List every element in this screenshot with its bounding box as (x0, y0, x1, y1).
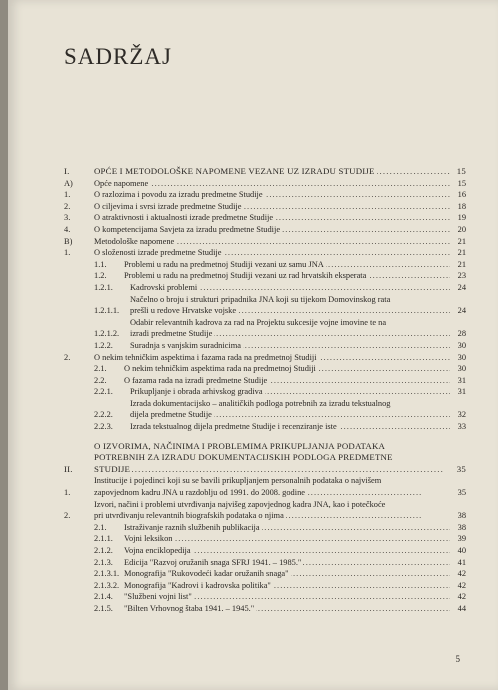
toc-entry[interactable] (64, 398, 466, 421)
toc-entry-number: 2.1.3. (94, 557, 113, 567)
toc-entry-title (94, 499, 450, 522)
toc-entry-title (94, 178, 450, 190)
toc-entry[interactable] (64, 340, 466, 352)
toc-entry[interactable] (64, 201, 466, 213)
toc-entry-title-line: izradi predmetne Studije (130, 329, 213, 339)
toc-entry-number: 1. (64, 488, 71, 498)
toc-entry-text: Izrada tekstualnog dijela predmetne Studije i recenziranje iste (130, 422, 337, 432)
toc-entry-title-line: dijela predmetne Studije (130, 410, 212, 420)
toc-entry-number: 2.1.3.2. (94, 580, 120, 590)
toc-entry-number: 2.2.3. (94, 422, 113, 432)
toc-entry-title (94, 441, 450, 476)
toc-entry[interactable] (64, 580, 466, 592)
toc-entry-number: A) (64, 178, 73, 188)
toc-entry-number: 2.1.1. (94, 534, 113, 544)
toc-entry[interactable] (64, 522, 466, 534)
toc-entry-title (124, 363, 450, 375)
toc-entry-page: 21 (450, 259, 466, 271)
toc-entry-title (130, 294, 450, 317)
toc-entry-page: 38 (450, 522, 466, 534)
toc-entry-page: 42 (450, 580, 466, 592)
toc-entry-text: Prikupljanje i obrada arhivskog gradiva (130, 387, 263, 397)
toc-entry-number: 2.1.3.1. (94, 569, 120, 579)
toc-entry[interactable] (64, 603, 466, 615)
toc-entry-text: Problemi u radu na predmetnoj Studiji vezani uz samu JNA (124, 259, 324, 269)
toc-entry[interactable] (64, 178, 466, 190)
page-title: SADRŽAJ (64, 44, 172, 69)
toc-entry-page: 30 (450, 352, 466, 364)
toc-entry-page: 33 (450, 421, 466, 433)
toc-entry-number: 2.1. (94, 522, 107, 532)
toc-entry-title (124, 545, 450, 557)
toc-entry-title-line: Institucije i pojedinci koji su se bavili prikupljanjem personalnih podataka o najvišem (94, 475, 450, 487)
toc-entry[interactable] (64, 282, 466, 294)
toc-entry-page: 23 (450, 270, 466, 282)
toc-entry-title (130, 421, 450, 433)
toc-entry-title (94, 352, 450, 364)
toc-entry-title (124, 533, 450, 545)
toc-entry-title (124, 580, 450, 592)
toc-entry-title (94, 166, 450, 178)
toc-entry[interactable] (64, 352, 466, 364)
toc-entry-text: Vojni leksikon (124, 534, 173, 544)
toc-entry-number: I. (64, 166, 70, 176)
toc-entry-page: 24 (450, 282, 466, 294)
toc-entry-title (124, 259, 450, 271)
toc-entry[interactable] (64, 294, 466, 317)
toc-entry-number: 1. (64, 190, 71, 200)
toc-entry-title-line: prešli u redove Hrvatske vojske (130, 306, 237, 316)
toc-entry[interactable] (64, 247, 466, 259)
toc-entry-title (124, 591, 450, 603)
toc-entry-title (94, 475, 450, 498)
toc-entry-page: 19 (450, 212, 466, 224)
toc-entry-page: 15 (450, 166, 466, 178)
toc-entry-page: 42 (450, 568, 466, 580)
toc-entry-title (124, 557, 450, 569)
toc-entry-number: 1.2. (94, 271, 107, 281)
toc-entry-title (124, 270, 450, 282)
toc-entry-text: Metodološke napomene (94, 236, 175, 246)
toc-entry-number: 2.1.5. (94, 603, 113, 613)
toc-entry[interactable] (64, 375, 466, 387)
toc-entry-page: 42 (450, 591, 466, 603)
toc-entry[interactable] (64, 166, 466, 178)
toc-entry-title (94, 224, 450, 236)
toc-entry-text: Monografija "Kadrovi i kadrovska politika" (124, 580, 271, 590)
toc-entry-page: 20 (450, 224, 466, 236)
toc-entry-title-line: POTREBNIH ZA IZRADU DOKUMENTACIJSKIH PODLOGA PREDMETNE (94, 452, 450, 464)
toc-entry-text: Vojna enciklopedija (124, 546, 191, 555)
toc-entry-page: 31 (450, 375, 466, 387)
toc-entry-number: 1.1. (94, 259, 107, 269)
toc-entry-text: O složenosti izrade predmetne Studije (94, 248, 222, 258)
toc-entry-text: OPĆE I METODOLOŠKE NAPOMENE VEZANE UZ IZRADU STUDIJE (94, 166, 375, 176)
toc-entry-title-line: O IZVORIMA, NAČINIMA I PROBLEMIMA PRIKUPLJANJA PODATAKA (94, 441, 450, 453)
toc-entry-page: 30 (450, 363, 466, 375)
toc-entry-text: O nekim tehničkim aspektima rada na predmetnoj Studiji (124, 364, 316, 374)
toc-entry-number: 1.2.1. (94, 282, 113, 292)
toc-entry-text: O kompetencijama Savjeta za izradu predmetne Studije (94, 224, 281, 234)
toc-entry[interactable] (64, 568, 466, 580)
toc-entry-number: 3. (64, 213, 71, 223)
toc-entry-page: 35 (450, 487, 466, 499)
toc-entry-page: 21 (450, 236, 466, 248)
toc-entry-title (124, 568, 450, 580)
toc-entry-text: Istraživanje raznih službenih publikacija (124, 522, 260, 532)
toc-entry-page: 44 (450, 603, 466, 615)
toc-entry-text: Problemi u radu na predmetnoj Studiji vezani uz rad hrvatskih eksperata (124, 271, 367, 281)
toc-entry-number: 2.2.2. (94, 410, 113, 420)
toc-entry-number: 2.2.1. (94, 387, 113, 397)
toc-entry-number: 1.2.1.2. (94, 329, 120, 339)
toc-entry-number: 1. (64, 248, 71, 258)
toc-entry-title (94, 212, 450, 224)
toc-entry-number: 2.1.4. (94, 592, 113, 602)
toc-entry[interactable] (64, 386, 466, 398)
toc-entry-title-line: pri utvrđivanju relevantnih biografskih podataka o njima (94, 511, 284, 521)
toc-entry[interactable] (64, 189, 466, 201)
toc-entry-text: "Bilten Vrhovnog štaba 1941. – 1945." (124, 603, 255, 613)
toc-entry-number: 2. (64, 352, 71, 362)
toc-entry-text: Monografija "Rukovodeći kadar oružanih snaga" (124, 569, 289, 579)
toc-entry-page: 32 (450, 409, 466, 421)
toc-entry-page: 18 (450, 201, 466, 213)
toc-entry-title (124, 603, 450, 615)
toc-entry-title (124, 375, 450, 387)
toc-entry-text: O razlozima i povodu za izradu predmetne Studije (94, 190, 263, 200)
toc-entry-title (94, 189, 450, 201)
toc-entry-page: 21 (450, 247, 466, 259)
section-gap (64, 433, 466, 441)
toc-entry[interactable] (64, 557, 466, 569)
toc-entry[interactable] (64, 533, 466, 545)
toc-entry[interactable] (64, 499, 466, 522)
toc-entry[interactable] (64, 259, 466, 271)
table-of-contents (64, 166, 466, 615)
toc-entry-page: 28 (450, 328, 466, 340)
toc-entry-number: 2. (64, 201, 71, 211)
toc-entry[interactable] (64, 236, 466, 248)
toc-entry-title (130, 386, 450, 398)
toc-entry-number: 2.1. (94, 364, 107, 374)
toc-entry-text: Suradnja s vanjskim suradnicima (130, 340, 241, 350)
toc-entry-title (130, 282, 450, 294)
toc-entry[interactable] (64, 475, 466, 498)
page-number: 5 (455, 654, 460, 664)
toc-entry-title-line: STUDIJE (94, 463, 131, 474)
toc-entry-number: 1.2.2. (94, 340, 113, 350)
toc-entry-number: 2. (64, 511, 71, 521)
toc-entry[interactable] (64, 270, 466, 282)
toc-entry-title-line: Izrada dokumentacijsko – analitičkih podloga potrebnih za izradu tekstualnog (130, 398, 450, 410)
toc-entry-text: Kadrovski problemi (130, 282, 198, 292)
toc-entry-text: Edicija "Razvoj oružanih snaga SFRJ 1941. – 1985." (124, 557, 302, 567)
toc-entry-title (94, 247, 450, 259)
toc-entry-number: II. (64, 463, 73, 474)
toc-entry-text: O nekim tehničkim aspektima i fazama rada na predmetnoj Studiji (94, 352, 317, 362)
toc-entry-title-line: zapovjednom kadru JNA u razdoblju od 1991. do 2008. godine (94, 488, 305, 498)
toc-entry-page: 40 (450, 545, 466, 557)
toc-entry-page: 39 (450, 533, 466, 545)
toc-entry[interactable] (64, 317, 466, 340)
toc-entry[interactable] (64, 212, 466, 224)
toc-entry-page: 24 (450, 305, 466, 317)
toc-entry-title-line: Izvori, načini i problemi utvrđivanja najvišeg zapovjednog kadra JNA, kao i potečkoće (94, 499, 450, 511)
toc-entry-title (130, 398, 450, 421)
book-page (8, 0, 498, 690)
toc-entry-page: 15 (450, 178, 466, 190)
toc-entry[interactable] (64, 363, 466, 375)
toc-entry-number: 2.1.2. (94, 546, 113, 555)
toc-entry-page: 30 (450, 340, 466, 352)
toc-entry[interactable] (64, 224, 466, 236)
toc-entry[interactable] (64, 591, 466, 603)
toc-entry-title-line: Odabir relevantnih kadrova za rad na Projektu sukcesije vojne imovine te na (130, 317, 450, 329)
toc-entry-text: "Službeni vojni list" (124, 592, 192, 602)
toc-entry[interactable] (64, 545, 466, 557)
toc-entry-text: O atraktivnosti i aktualnosti izrade predmetne Studije (94, 213, 274, 223)
toc-entry-page: 16 (450, 189, 466, 201)
toc-entry-title (130, 340, 450, 352)
toc-entry-number: 4. (64, 224, 71, 234)
toc-entry-title (130, 317, 450, 340)
toc-entry-text: Opće napomene (94, 178, 149, 188)
toc-entry-title (124, 522, 450, 534)
toc-entry-title (94, 201, 450, 213)
toc-entry[interactable] (64, 421, 466, 433)
toc-entry-page: 38 (450, 510, 466, 522)
toc-entry-page: 41 (450, 557, 466, 569)
toc-entry-title (94, 236, 450, 248)
toc-entry-page: 31 (450, 386, 466, 398)
toc-entry-page: 35 (450, 464, 466, 476)
toc-entry-text: O ciljevima i svrsi izrade predmetne Studije (94, 201, 242, 211)
toc-entry-number: 2.2. (94, 375, 107, 385)
toc-entry[interactable] (64, 441, 466, 476)
toc-entry-title-line: Načelno o broju i strukturi pripadnika JNA koji su tijekom Domovinskog rata (130, 294, 450, 306)
toc-entry-number: B) (64, 236, 73, 246)
toc-entry-text: O fazama rada na izradi predmetne Studije (124, 375, 268, 385)
toc-entry-number: 1.2.1.1. (94, 306, 120, 316)
